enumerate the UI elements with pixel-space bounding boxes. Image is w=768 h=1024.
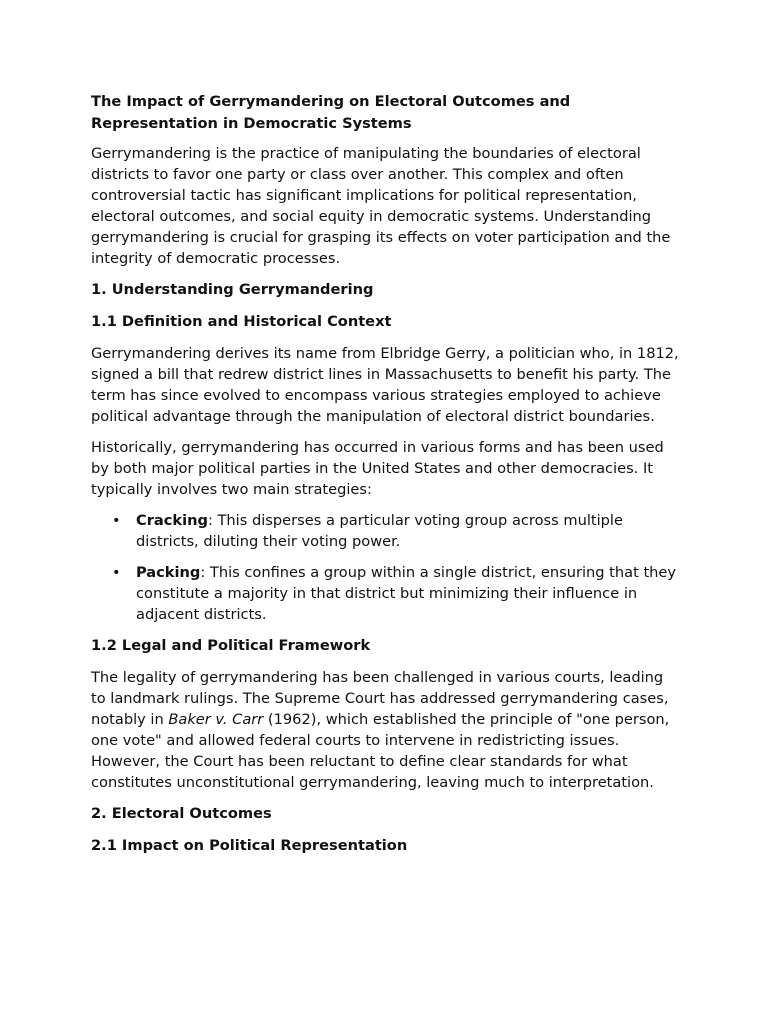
document-page — [91, 91, 679, 867]
list-item — [112, 562, 679, 625]
bullet-icon: • — [112, 512, 121, 529]
paragraph-text-after: (1962), which established the principle of "one person, one vote" and allowed federal courts to intervene in redistricting issues. However, the Court has been reluctant to define clear standards for what constitutes unconstitutional gerrymandering, leaving much to interpretation. — [91, 711, 670, 791]
case-name: Baker v. Carr — [168, 711, 264, 728]
document-title: The Impact of Gerrymandering on Electoral Outcomes and Representation in Democratic Systems — [91, 93, 571, 132]
list-item-text: : This disperses a particular voting group across multiple districts, diluting their voting power. — [136, 512, 623, 550]
list-item-term: Packing — [136, 564, 201, 581]
strategies-list — [91, 510, 679, 625]
list-item-text: : This confines a group within a single district, ensuring that they constitute a majority in that district but minimizing their influence in adjacent districts. — [136, 564, 677, 623]
bullet-icon: • — [112, 564, 121, 581]
section-1-1-heading: 1.1 Definition and Historical Context — [91, 313, 392, 330]
intro-paragraph: Gerrymandering is the practice of manipulating the boundaries of electoral districts to favor one party or class over another. This complex and often controversial tactic has significant implications for political representation, electoral outcomes, and social equity in democratic systems. Understanding gerrymandering is crucial for grasping its effects on voter participation and the integrity of democratic processes. — [91, 145, 671, 267]
section-2-1-heading: 2.1 Impact on Political Representation — [91, 837, 408, 854]
list-item — [112, 510, 679, 552]
section-2-heading: 2. Electoral Outcomes — [91, 805, 272, 822]
section-1-1-paragraph-1: Gerrymandering derives its name from Elbridge Gerry, a politician who, in 1812, signed a bill that redrew district lines in Massachusetts to benefit his party. The term has since evolved to encompass various strategies employed to achieve political advantage through the manipulation of electoral district boundaries. — [91, 345, 679, 425]
section-1-2-heading: 1.2 Legal and Political Framework — [91, 637, 371, 654]
section-1-1-paragraph-2: Historically, gerrymandering has occurred in various forms and has been used by both major political parties in the United States and other democracies. It typically involves two main strategies: — [91, 439, 664, 498]
list-item-term: Cracking — [136, 512, 208, 529]
section-1-heading: 1. Understanding Gerrymandering — [91, 281, 374, 298]
paragraph-text-before: The legality of gerrymandering has been challenged in various courts, leading to landmark rulings. The Supreme Court has addressed gerrymandering cases, notably in — [91, 669, 669, 728]
section-1-2-paragraph — [91, 667, 679, 793]
